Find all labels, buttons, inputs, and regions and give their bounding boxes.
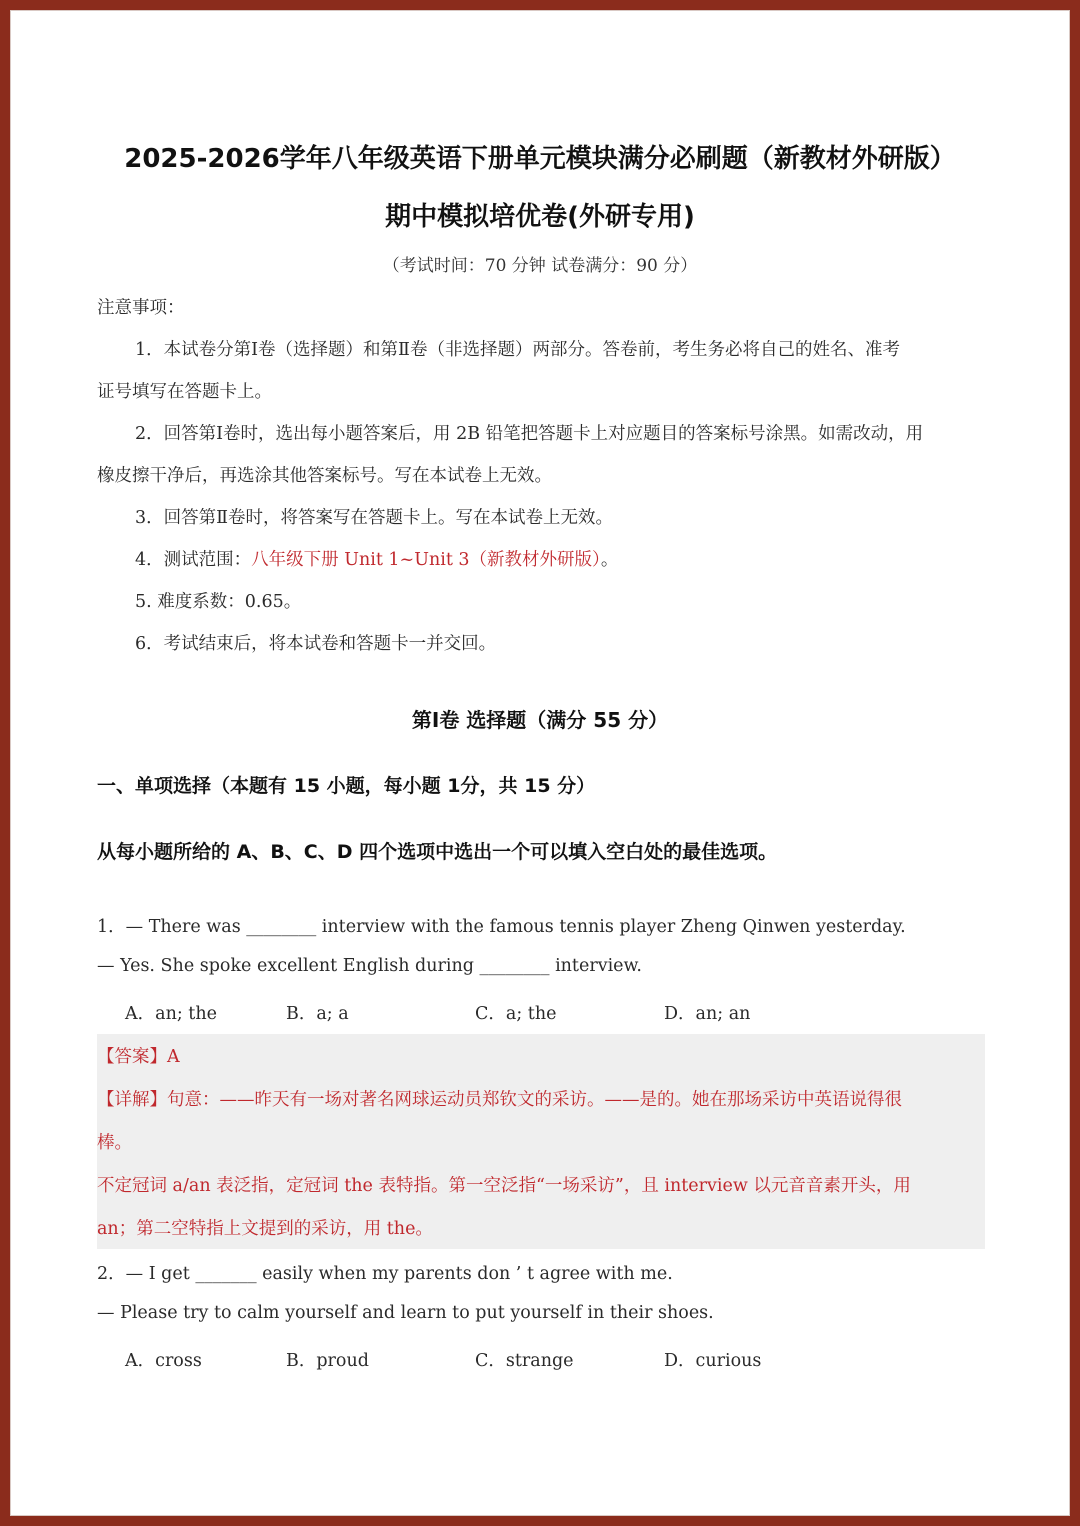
- section-title: 第Ⅰ卷 选择题（满分 55 分）: [411, 708, 669, 732]
- question-2-option-c: C．strange: [475, 1351, 574, 1371]
- question-1-explain-line-4: an；第二空特指上文提到的采访，用 the。: [97, 1219, 433, 1239]
- exam-title: 2025-2026学年八年级英语下册单元模块满分必刷题（新教材外研版）: [124, 144, 956, 174]
- exam-info: （考试时间：70 分钟 试卷满分：90 分）: [382, 256, 698, 276]
- note-3: 3．回答第Ⅱ卷时，将答案写在答题卡上。写在本试卷上无效。: [135, 508, 614, 528]
- notes-heading: 注意事项：: [97, 298, 185, 318]
- note-1-line-1: 1．本试卷分第Ⅰ卷（选择题）和第Ⅱ卷（非选择题）两部分。答卷前，考生务必将自己的姓名、准考: [135, 340, 900, 360]
- question-1-option-d: D．an; an: [664, 1004, 751, 1024]
- part-heading: 一、单项选择（本题有 15 小题，每小题 1分，共 15 分）: [97, 775, 596, 797]
- question-2-line-1: 2．— I get _______ easily when my parents don ’ t agree with me.: [97, 1264, 673, 1284]
- question-1-explain-line-2: 棒。: [97, 1133, 132, 1153]
- note-6: 6．考试结束后，将本试卷和答题卡一并交回。: [135, 634, 497, 654]
- note-2-line-1: 2．回答第Ⅰ卷时，选出每小题答案后，用 2B 铅笔把答题卡上对应题目的答案标号涂黑。如需改动，用: [135, 424, 924, 444]
- note-4-prefix: 4．测试范围：: [135, 550, 252, 570]
- question-1-line-1: 1．— There was ________ interview with the famous tennis player Zheng Qinwen yesterday.: [97, 917, 906, 937]
- question-1-option-a: A．an; the: [125, 1004, 217, 1024]
- note-4: [135, 546, 618, 571]
- question-2-line-2: — Please try to calm yourself and learn to put yourself in their shoes.: [97, 1303, 714, 1323]
- question-2-option-a: A．cross: [125, 1351, 202, 1371]
- question-1-explain-line-3: 不定冠词 a/an 表泛指，定冠词 the 表特指。第一空泛指“一场采访”，且 interview 以元音音素开头，用: [97, 1176, 911, 1196]
- note-1-line-2: 证号填写在答题卡上。: [97, 382, 272, 402]
- note-4-suffix: 。: [600, 550, 619, 570]
- question-1-option-b: B．a; a: [286, 1004, 349, 1024]
- question-2-option-b: B．proud: [286, 1351, 369, 1371]
- question-1-option-c: C．a; the: [475, 1004, 557, 1024]
- question-1-line-2: — Yes. She spoke excellent English during ________ interview.: [97, 956, 642, 976]
- exam-subtitle: 期中模拟培优卷(外研专用): [385, 202, 695, 232]
- question-1-explain-line-1: 【详解】句意：——昨天有一场对著名网球运动员郑钦文的采访。——是的。她在那场采访中英语说得很: [97, 1090, 902, 1110]
- note-2-line-2: 橡皮擦干净后，再选涂其他答案标号。写在本试卷上无效。: [97, 466, 552, 486]
- note-5: 5. 难度系数：0.65。: [135, 592, 302, 612]
- note-4-range: 八年级下册 Unit 1~Unit 3（新教材外研版）: [251, 550, 601, 570]
- question-1-answer: 【答案】A: [97, 1047, 180, 1067]
- part-instruction: 从每小题所给的 A、B、C、D 四个选项中选出一个可以填入空白处的最佳选项。: [97, 841, 778, 863]
- question-2-option-d: D．curious: [664, 1351, 762, 1371]
